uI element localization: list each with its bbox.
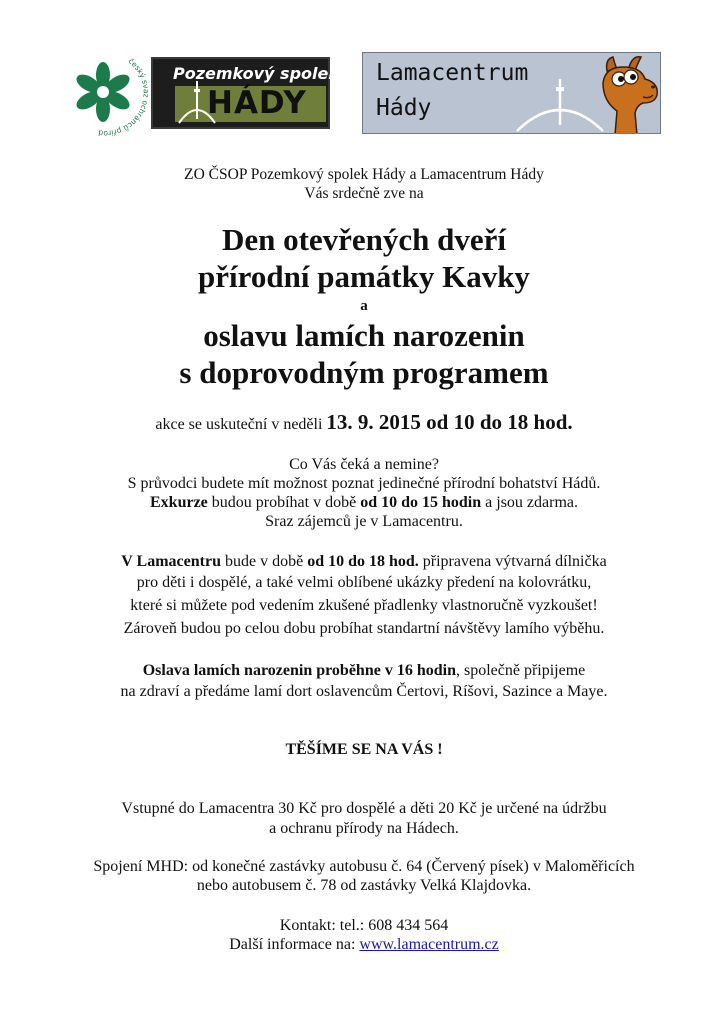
contact-info-line	[0, 936, 728, 954]
transport-line2: nebo autobusem č. 78 od zastávky Velká Klajdovka.	[196, 877, 532, 894]
workshop-time: od 10 do 18 hod.	[307, 553, 419, 570]
headline-line4: s doprovodným programem	[179, 355, 549, 390]
pozemkovy-spolek-logo	[151, 57, 339, 129]
llama-cartoon-icon	[597, 53, 661, 134]
section3-line1-text: , společně připijeme	[455, 662, 586, 679]
fee-line1: Vstupné do Lamacentra 30 Kč pro dospělé a děti 20 Kč je určené na údržbu	[121, 800, 607, 817]
csop-logo	[58, 48, 148, 138]
section1-line3	[0, 494, 728, 512]
contact-info-label: Další informace na:	[229, 936, 360, 953]
csop-flower-icon	[58, 48, 148, 138]
section2-line4: Zároveň budou po celou dobu probíhat standartní návštěvy lamího výběhu.	[123, 620, 605, 637]
section2-line1-text2: připravena výtvarná dílnička	[418, 553, 607, 570]
section2-line3: které si můžete pod vedením zkušené přadlenky vlastnoručně vyzkoušet!	[130, 597, 598, 614]
excursions-time: od 10 do 15 hodin	[360, 494, 482, 511]
lamacentrum-logo	[362, 52, 661, 134]
section2-line1-text1: bude v době	[220, 553, 308, 570]
headline-and: a	[360, 298, 368, 314]
section1-line3-text2: a jsou zdarma.	[481, 494, 578, 511]
slogan: TĚŠÍME SE NA VÁS !	[285, 741, 443, 758]
birthday-time: Oslava lamích narozenin proběhne v 16 hodin	[142, 662, 456, 679]
invites-line: Vás srdečně zve na	[304, 185, 424, 202]
section1-line1: Co Vás čeká a nemine?	[289, 456, 439, 473]
tower-icon	[515, 75, 605, 133]
lama-logo-line1: Lamacentrum	[376, 60, 529, 86]
contact-phone: Kontakt: tel.: 608 434 564	[279, 917, 449, 934]
section2-line1	[0, 553, 728, 571]
lama-logo-line2: Hády	[376, 95, 432, 121]
excursions-label: Exkurze	[150, 494, 208, 511]
date-line	[0, 410, 728, 435]
csop-arc-text: český chránců přírod	[97, 56, 148, 138]
section1-line2: S průvodci budete mít možnost poznat jedinečné přírodní bohatství Hádů.	[127, 475, 601, 492]
event-date: 13. 9. 2015 od 10 do 18 hod.	[326, 410, 573, 434]
section1-line3-text1: budou probíhat v době	[207, 494, 361, 511]
headline-line2: přírodní památky Kavky	[198, 259, 530, 294]
ps-logo-name: HÁDY	[207, 85, 307, 121]
organizers-line: ZO ČSOP Pozemkový spolek Hády a Lamacentrum Hády	[184, 166, 544, 183]
ps-logo-title: Pozemkový spolek	[173, 64, 339, 83]
lamacentrum-label: V Lamacentru	[121, 553, 221, 570]
headline-line1: Den otevřených dveří	[221, 222, 507, 257]
date-prefix: akce se uskuteční v neděli	[155, 416, 327, 433]
fee-line2: a ochranu přírody na Hádech.	[269, 820, 459, 837]
section1-line4: Sraz zájemců je v Lamacentru.	[265, 513, 463, 530]
headline-line3: oslavu lamích narozenin	[203, 318, 525, 353]
section3-line2: na zdraví a předáme lamí dort oslavencům Čertovi, Ríšovi, Sazince a Maye.	[120, 683, 608, 700]
transport-line1: Spojení MHD: od konečné zastávky autobusu č. 64 (Červený písek) v Maloměřicích	[93, 858, 635, 875]
section2-line2: pro děti i dospělé, a také velmi oblíbené ukázky předení na kolovrátku,	[136, 574, 592, 591]
section3-line1	[0, 662, 728, 680]
website-link[interactable]: www.lamacentrum.cz	[359, 936, 499, 953]
